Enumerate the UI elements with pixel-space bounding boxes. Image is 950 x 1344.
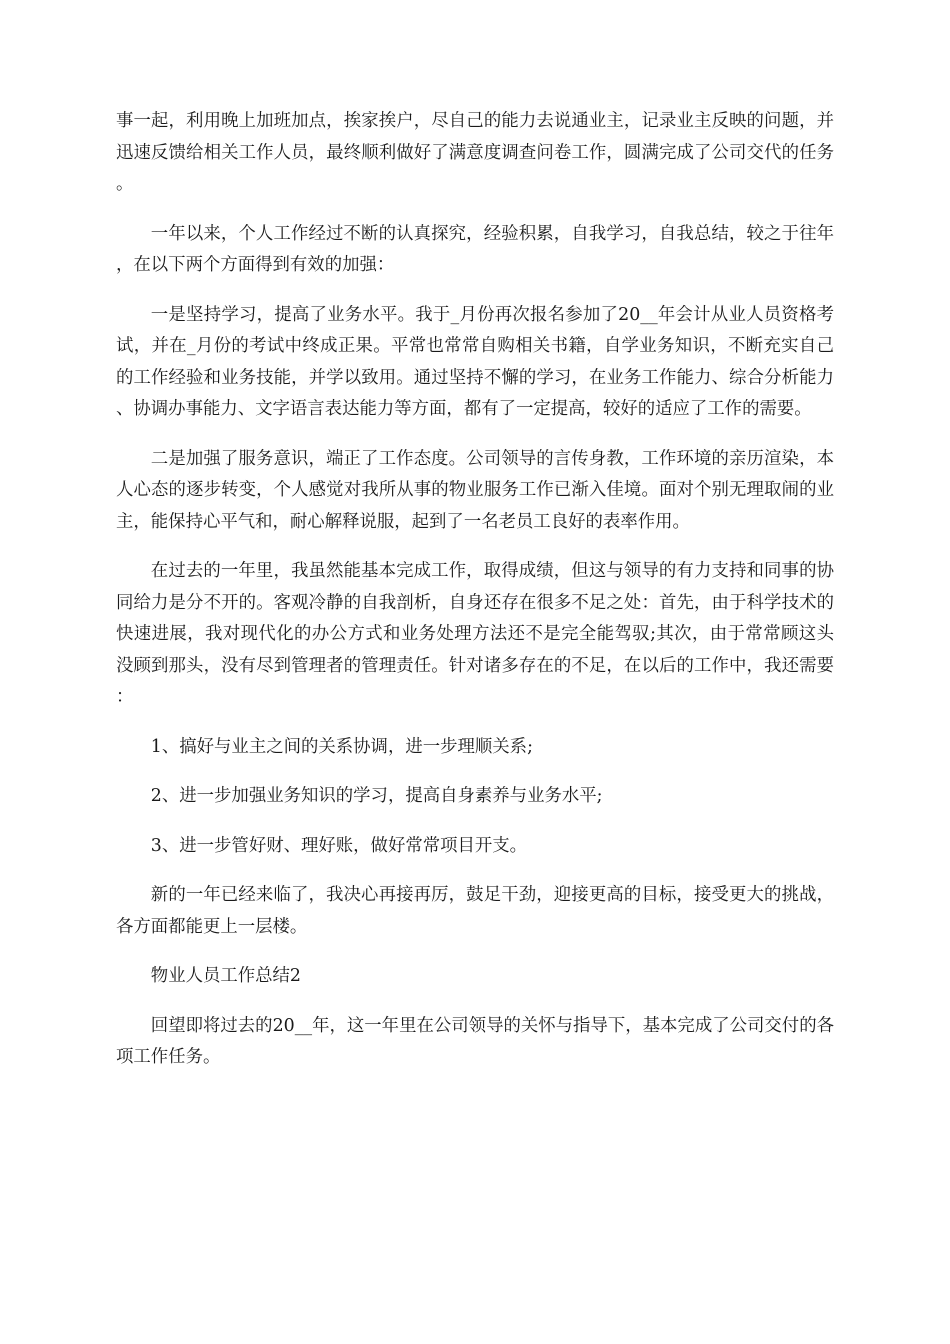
list-item: 1、搞好与业主之间的关系协调，进一步理顺关系; [150, 736, 533, 757]
paragraph-summary-intro: 一年以来，个人工作经过不断的认真探究，经验积累，自我学习，自我总结，较之于往年，在以下两个方面得到有效的加强： [116, 223, 834, 275]
paragraph-closing: 新的一年已经来临了，我决心再接再厉，鼓足干劲，迎接更高的目标，接受更大的挑战，各方面都能更上一层楼。 [116, 885, 834, 937]
section-title: 物业人员工作总结2 [150, 966, 301, 986]
document-page [116, 106, 834, 1092]
paragraph-shortcomings: 在过去的一年里，我虽然能基本完成工作，取得成绩，但这与领导的有力支持和同事的协同给力是分不开的。客观冷静的自我剖析，自身还存在很多不足之处：首先，由于科学技术的快速进展，我对现代化的办公方式和业务处理方法还不是完全能驾驭;其次，由于常常顾这头没顾到那头，没有尽到管理者的管理责任。针对诸多存在的不足，在以后的工作中，我还需要： [116, 561, 834, 707]
paragraph-service: 二是加强了服务意识，端正了工作态度。公司领导的言传身教，工作环境的亲历渲染，本人心态的逐步转变，个人感觉对我所从事的物业服务工作已渐入佳境。面对个别无理取闹的业主，能保持心平气和，耐心解释说服，起到了一名老员工良好的表率作用。 [116, 448, 834, 532]
paragraph-section-intro: 回望即将过去的20__年，这一年里在公司领导的关怀与指导下，基本完成了公司交付的各项工作任务。 [116, 1015, 834, 1067]
list-item: 3、进一步管好财、理好账，做好常常项目开支。 [150, 835, 528, 856]
paragraph-continuation: 事一起，利用晚上加班加点，挨家挨户，尽自己的能力去说通业主，记录业主反映的问题，并迅速反馈给相关工作人员，最终顺利做好了满意度调查问卷工作，圆满完成了公司交代的任务。 [116, 111, 834, 194]
list-item: 2、进一步加强业务知识的学习，提高自身素养与业务水平; [150, 786, 603, 806]
paragraph-learning: 一是坚持学习，提高了业务水平。我于_月份再次报名参加了20__年会计从业人员资格考试，并在_月份的考试中终成正果。平常也常常自购相关书籍，自学业务知识，不断充实自己的工作经验和业务技能，并学以致用。通过坚持不懈的学习，在业务工作能力、综合分析能力、协调办事能力、文字语言表达能力等方面，都有了一定提高，较好的适应了工作的需要。 [116, 304, 834, 419]
